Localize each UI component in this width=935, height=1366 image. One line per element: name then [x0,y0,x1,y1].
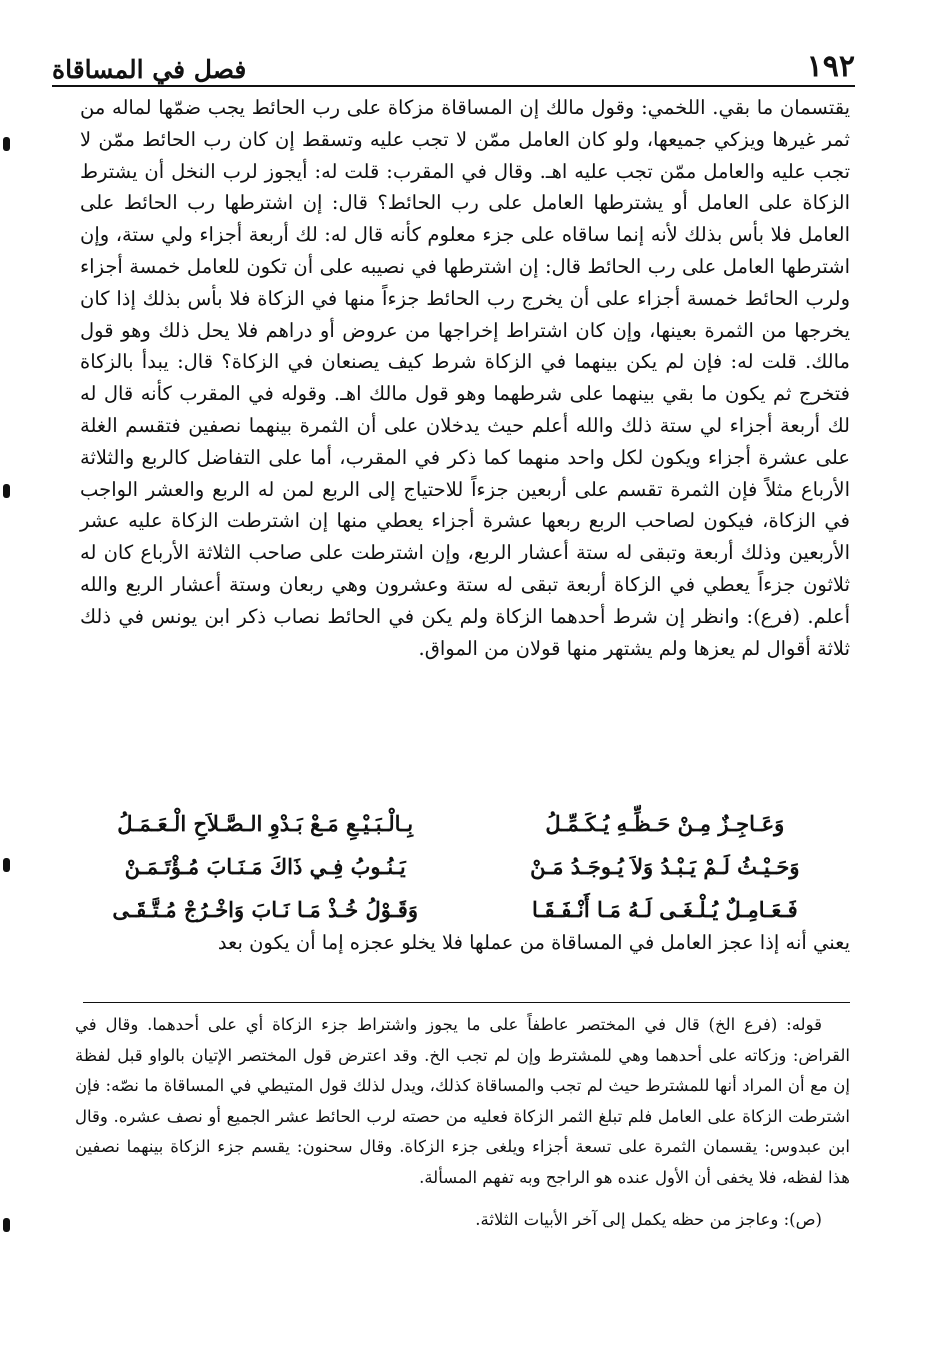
verse-second-hemistich: بِـالْـبَـيْـعِ مَـعْ بَـدْوِ الـصَّـلاَحِ الْـعَـمَـلُ [117,811,414,836]
section-title: فصل في المساقاة [52,55,247,84]
binding-mark [3,1218,10,1232]
verse-line [95,888,835,931]
commentary-text: يعني أنه إذا عجز العامل في المساقاة من عملها فلا يخلو عجزه إما أن يكون بعد [217,931,850,954]
footnote-divider [83,1002,850,1003]
verse-block [95,802,835,931]
binding-mark [3,858,10,872]
header-divider [52,85,855,87]
main-body-text: يقتسمان ما بقي. اللخمي: وقول مالك إن المساقاة مزكاة على رب الحائط يجب ضمّها لماله من ثمر غيرها ويزكي جميعها، ولو كان العامل ممّن لا تجب عليه وتسقط إن كان رب الحائط ممّن لا تجب عليه والعامل ممّن تجب عليه اهـ. وقال في المقرب: قلت له: أيجوز لرب النخل أن يشترط الزكاة على العامل أو يشترطها العامل على رب الحائط؟ قال: إن اشترطها رب الحائط على العامل فلا بأس بذلك لأنه إنما ساقاه على جزء معلوم كأنه قال له: لك أربعة أجزاء ولي ستة، وإن اشترطها العامل على رب الحائط قال: إن اشترطها في نصيبه على أن تكون للعامل خمسة أجزاء ولرب الحائط خمسة أجزاء على أن يخرج رب الحائط جزءاً منها في الزكاة فلا بأس بذلك إذا كان يخرجها من الثمرة بعينها، وإن كان اشتراط إخراجها من عروض أو دراهم فلا يحل ذلك وهو قول مالك. قلت له: فإن لم يكن بينهما في الزكاة شرط كيف يصنعان في الزكاة؟ قال: يبدأ بالزكاة فتخرج ثم يكون ما بقي بينهما على شرطهما وهو قول مالك اهـ. وقوله في المقرب كأنه قال له لك أربعة أجزاء لي ستة ذلك والله أعلم حيث يدخلان على أن الثمرة بينهما نصفين فتقسم الغلة على عشرة أجزاء ويكون لكل واحد منهما كما ذكر في المقرب، أما على التفاضل كالربع والثلاثة الأرباع مثلاً فإن الثمرة تقسم على أربعين جزءاً للاحتياج إلى الربع لمن له الربع والعشر الواجب في الزكاة، فيكون لصاحب الربع ربعها عشرة أجزاء يعطي منها إن اشترطت الزكاة عليه عشر الأربعين وذلك أربعة وتبقى له ستة أعشار الربع، وإن اشترطت على صاحب الثلاثة الأرباع كان له ثلاثون جزءاً يعطي في الزكاة أربعة تبقى له ستة وعشرون وهي ربعان وستة أعشار الربع والله أعلم. (فرع): وانظر إن شرط أحدهما الزكاة ولم يكن في الحائط نصاب ذكر ابن يونس في ذلك ثلاثة أقوال لم يعزها ولم يشتهر منها قولان من المواق. [80,96,850,660]
page-header [52,38,855,84]
binding-mark [3,484,10,498]
footnote-paragraph: (ص): وعاجز من حظه يكمل إلى آخر الأبيات الثلاثة. [475,1210,822,1229]
verse-second-hemistich: وَقَـوْلُ خُـذْ مَـا نَـابَ وَاخْـرُجْ مُـتَّـقَـى [112,897,418,922]
page-number: ١٩٢ [806,49,855,84]
binding-mark [3,137,10,151]
verse-first-hemistich: وَعَـاجِـزٌ مِـنْ حَـظِّـهِ يُـكَـمِّـلُ [545,811,785,836]
footnote-paragraph: قوله: (فرع الخ) قال في المختصر عاطفاً على ما يجوز واشتراط جزء الزكاة أي على أحدهما. وقال في القراض: وزكاته على أحدهما وهي للمشترط وإن لم تجب الخ. وقد اعترض قول المختصر الإتيان بالواو قبل لفظة إن مع أن المراد أنها للمشترط حيث لم تجب والمساقاة كذلك، ويدل لذلك قول المتيطي في المساقاة ما نصّه: فإن اشترطت الزكاة على العامل فلم تبلغ الثمر الزكاة فعليه من حصته لرب الحائط عشر الجميع أو نصف عشره. وقال ابن عبدوس: يقسمان الثمرة على تسعة أجزاء ويلغى جزء الزكاة. وقال سحنون: يقسم جزء الزكاة بينهما نصفين هذا لفظه، فلا يخفى أن الأول عنده هو الراجح وبه تفهم المسألة. [75,1015,850,1187]
verse-line [95,802,835,845]
verse-second-hemistich: يَـنُـوبُ فِـي ذَاكَ مَـنَـابَ مُـؤْتَـمَـنْ [124,854,406,879]
verse-first-hemistich: فَـعَـامِـلٌ يُـلْـغَـى لَـهُ مَـا أَنْـفَـقَـا [531,897,798,922]
footnotes [75,1010,850,1236]
verse-line [95,845,835,888]
verse-first-hemistich: وَحَـيْـثُ لَـمْ يَـبْـدُ وَلاَ يُـوجَـدُ مَـنْ [530,854,800,879]
